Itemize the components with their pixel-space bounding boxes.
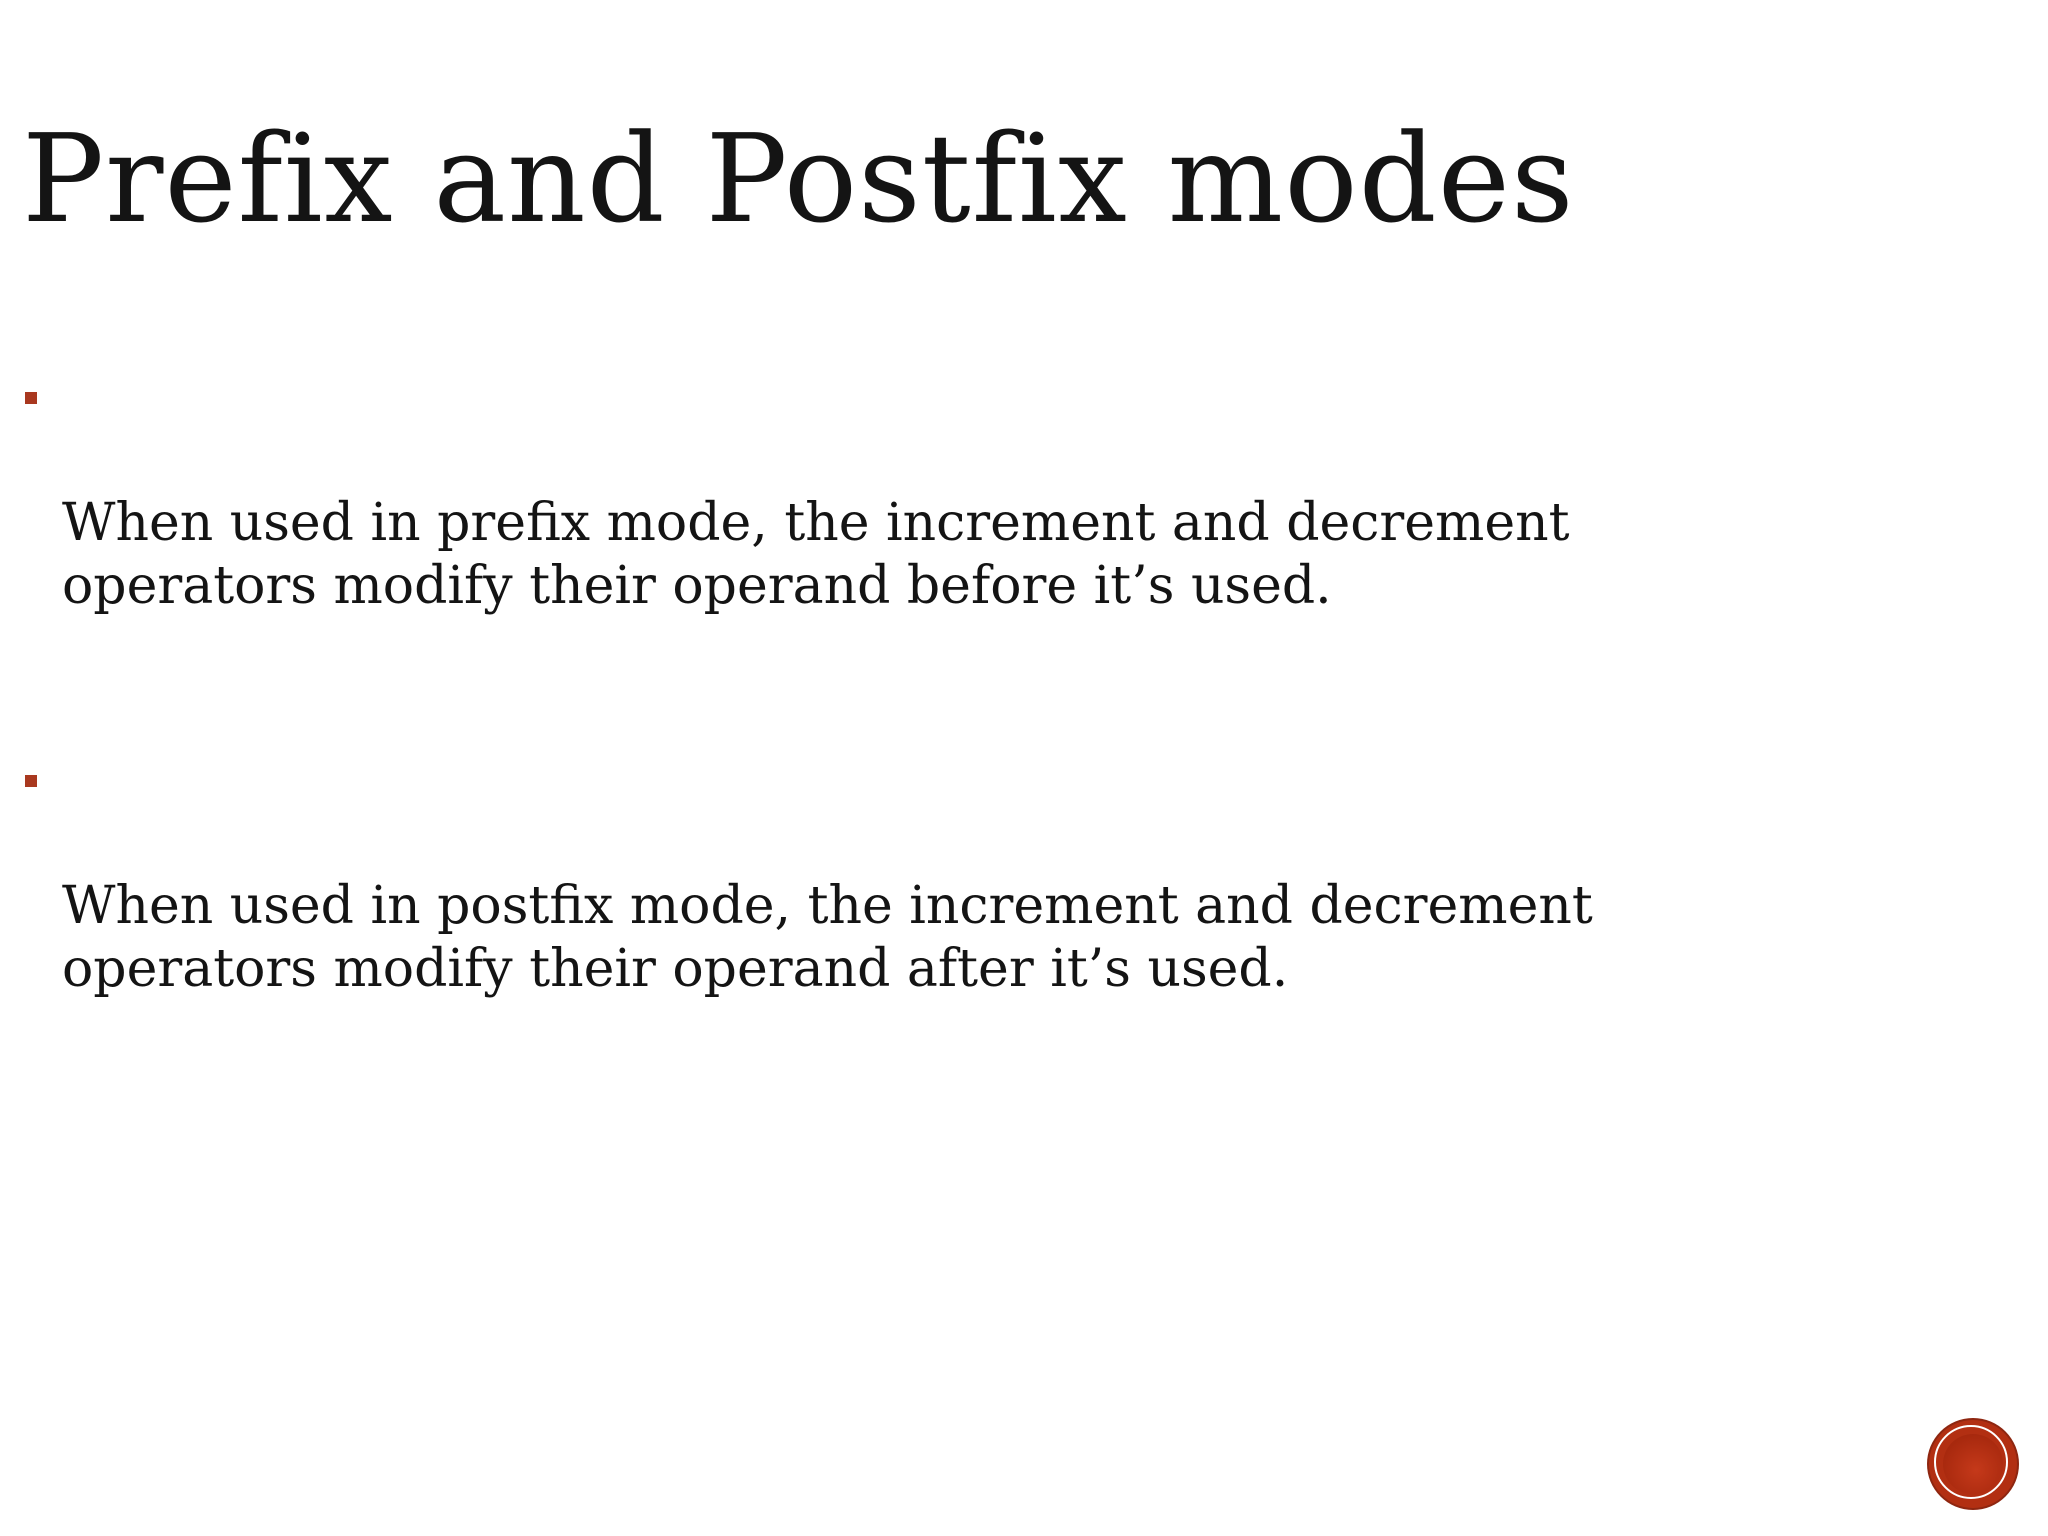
bullet-item — [0, 366, 1700, 618]
bullet-item — [0, 749, 1700, 1001]
square-bullet-icon — [25, 775, 37, 787]
bullet-list — [0, 366, 1700, 1132]
slide-title: Prefix and Postfix modes — [22, 108, 1575, 250]
bullet-text: When used in prefix mode, the increment and decrement operators modify their operand before it’s used. — [62, 493, 1570, 616]
circle-button-icon[interactable] — [1929, 1420, 2017, 1508]
nav-button-ring — [1934, 1425, 2008, 1499]
square-bullet-icon — [25, 392, 37, 404]
bullet-text: When used in postfix mode, the increment and decrement operators modify their operand after it’s used. — [62, 876, 1593, 999]
